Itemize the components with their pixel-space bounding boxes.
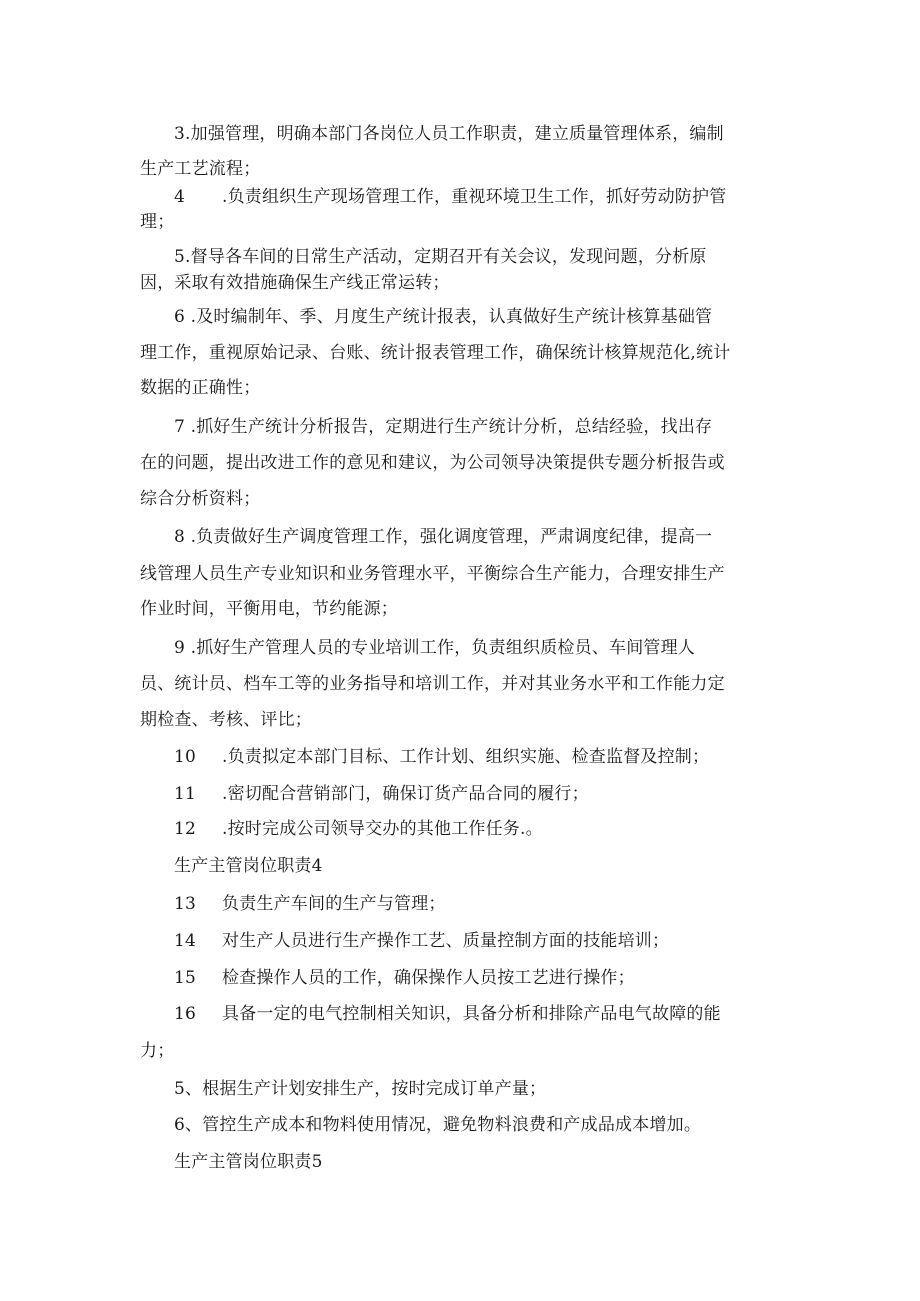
- item-5-line-1: 5.督导各车间的日常生产活动，定期召开有关会议，发现问题，分析原: [174, 247, 707, 267]
- item-4-text: .负责组织生产现场管理工作，重视环境卫生工作，抓好劳动防护管: [222, 187, 727, 207]
- item-5-line-2: 因，采取有效措施确保生产线正常运转；: [140, 273, 450, 293]
- item-12-text: .按时完成公司领导交办的其他工作任务.。: [222, 819, 543, 839]
- item-15-text: 检查操作人员的工作，确保操作人员按工艺进行操作；: [222, 968, 635, 988]
- item-16-text: 具备一定的电气控制相关知识，具备分析和排除产品电气故障的能: [222, 1004, 721, 1024]
- item-6-line-1: 6 .及时编制年、季、月度生产统计报表，认真做好生产统计核算基础管: [174, 307, 713, 327]
- item-8-line-3: 作业时间，平衡用电，节约能源；: [140, 599, 398, 619]
- item-16-number: 16: [174, 1004, 197, 1024]
- item-4-number: 4: [174, 187, 186, 207]
- section-heading-4: 生产主管岗位职责4: [174, 856, 323, 876]
- tail-item-6: 6、管控生产成本和物料使用情况，避免物料浪费和产成品成本增加。: [174, 1115, 702, 1135]
- item-14: [174, 930, 814, 952]
- item-11-number: 11: [174, 784, 197, 804]
- item-9-line-3: 期检查、考核、评比；: [140, 710, 312, 730]
- item-12: [174, 818, 814, 840]
- item-6-line-2: 理工作，重视原始记录、台账、统计报表管理工作，确保统计核算规范化,统计: [140, 343, 731, 363]
- item-14-number: 14: [174, 931, 197, 951]
- item-13: [174, 893, 814, 915]
- item-11: [174, 783, 814, 805]
- item-16-line-1: [174, 1003, 814, 1025]
- item-16-line-2: 力；: [140, 1041, 175, 1061]
- item-4-line-2: 理；: [140, 212, 175, 232]
- item-3-line-1: 3.加强管理，明确本部门各岗位人员工作职责，建立质量管理体系，编制: [174, 124, 724, 144]
- item-14-text: 对生产人员进行生产操作工艺、质量控制方面的技能培训；: [222, 931, 670, 951]
- item-9-line-1: 9 .抓好生产管理人员的专业培训工作，负责组织质检员、车间管理人: [174, 638, 696, 658]
- item-7-line-3: 综合分析资料；: [140, 489, 261, 509]
- item-8-line-2: 线管理人员生产专业知识和业务管理水平，平衡综合生产能力，合理安排生产: [140, 564, 725, 584]
- item-10: [174, 746, 814, 768]
- item-8-line-1: 8 .负责做好生产调度管理工作，强化调度管理，严肃调度纪律，提高一: [174, 527, 713, 547]
- item-11-text: .密切配合营销部门，确保订货产品合同的履行；: [222, 784, 589, 804]
- item-4-line-1: [174, 186, 814, 208]
- item-13-number: 13: [174, 894, 197, 914]
- item-13-text: 负责生产车间的生产与管理；: [222, 894, 446, 914]
- item-15: [174, 967, 814, 989]
- tail-item-5: 5、根据生产计划安排生产，按时完成订单产量；: [174, 1079, 547, 1099]
- item-3-line-2: 生产工艺流程；: [140, 159, 261, 179]
- item-15-number: 15: [174, 968, 197, 988]
- item-6-line-3: 数据的正确性；: [140, 378, 261, 398]
- item-10-number: 10: [174, 747, 197, 767]
- item-9-line-2: 员、统计员、档车工等的业务指导和培训工作，并对其业务水平和工作能力定: [140, 674, 725, 694]
- item-7-line-1: 7 .抓好生产统计分析报告，定期进行生产统计分析，总结经验，找出存: [174, 417, 713, 437]
- item-10-text: .负责拟定本部门目标、工作计划、组织实施、检查监督及控制；: [222, 747, 710, 767]
- section-heading-5: 生产主管岗位职责5: [174, 1152, 323, 1172]
- item-12-number: 12: [174, 819, 197, 839]
- item-7-line-2: 在的问题，提出改进工作的意见和建议，为公司领导决策提供专题分析报告或: [140, 453, 725, 473]
